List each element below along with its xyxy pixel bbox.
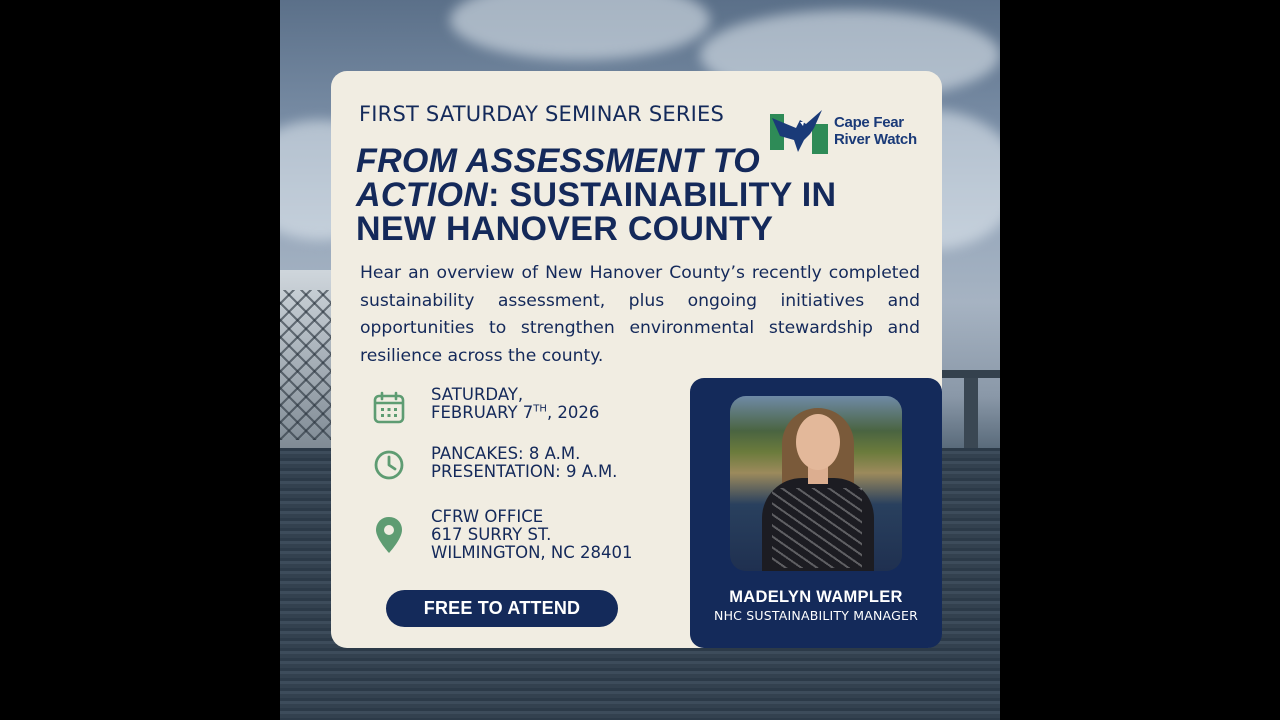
clock-icon (372, 448, 406, 482)
speaker-photo (730, 396, 902, 571)
date-line1: SATURDAY, (431, 385, 524, 404)
date-ordinal: TH (533, 403, 547, 415)
org-name (834, 114, 917, 148)
event-description: Hear an overview of New Hanover County’s recently completed sustainability assessment, plus ongoing initiatives and opportunities to strengthen environmental stewardship and resilience across the county. (360, 263, 920, 366)
event-title (356, 144, 916, 246)
bridge-tower (280, 270, 332, 450)
date-month-day: FEBRUARY 7 (431, 403, 534, 422)
location-line1: CFRW OFFICE (431, 507, 544, 526)
cloud (450, 0, 710, 60)
bridge-pier (964, 378, 978, 448)
time-line1: PANCAKES: 8 A.M. (431, 444, 581, 463)
free-to-attend-badge: FREE TO ATTEND (386, 590, 618, 627)
org-name-line2: River Watch (834, 131, 917, 148)
location-text (431, 508, 633, 562)
speaker-name: MADELYN WAMPLER (729, 588, 903, 606)
speaker-role: NHC SUSTAINABILITY MANAGER (714, 608, 918, 623)
title-part2-italic: ACTION (356, 176, 489, 214)
calendar-icon (372, 391, 406, 425)
title-line2 (356, 178, 916, 212)
date-line2 (431, 404, 599, 422)
photo-body (762, 478, 874, 571)
org-name-line1: Cape Fear (834, 114, 904, 131)
title-line3: NEW HANOVER COUNTY (356, 210, 774, 248)
date-text (431, 386, 599, 422)
location-line2: 617 SURRY ST. (431, 525, 552, 544)
seminar-series-label: FIRST SATURDAY SEMINAR SERIES (359, 102, 725, 126)
time-text (431, 445, 617, 481)
title-part1: FROM ASSESSMENT TO (356, 142, 760, 180)
photo-face (796, 414, 840, 470)
title-part2-rest: : SUSTAINABILITY IN (488, 176, 837, 214)
bridge-span (942, 370, 1000, 378)
map-pin-icon (372, 515, 406, 555)
title-line1 (356, 144, 916, 178)
location-line3: WILMINGTON, NC 28401 (431, 543, 633, 562)
date-year: , 2026 (546, 403, 600, 422)
time-line2: PRESENTATION: 9 A.M. (431, 462, 618, 481)
